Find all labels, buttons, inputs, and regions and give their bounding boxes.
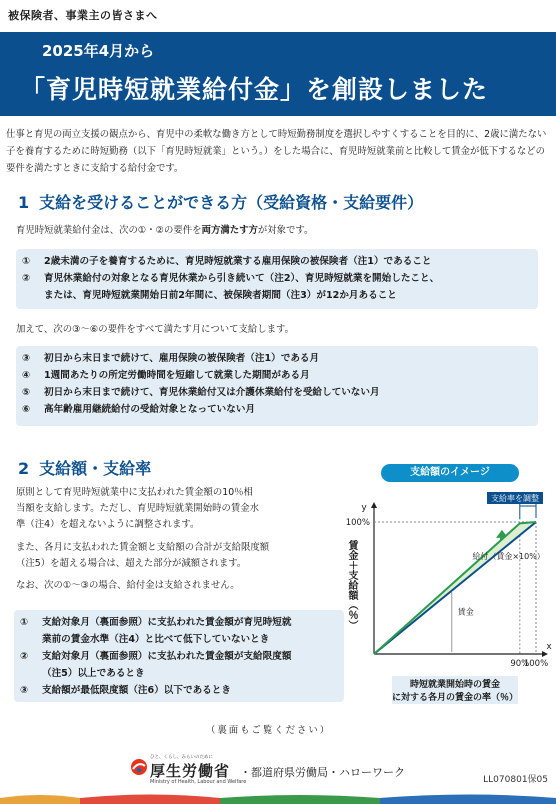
para2-line: （注5）を超える場合は、超えた部分が減額されます。 [16, 558, 247, 569]
x-tick-label: 100% [523, 659, 549, 669]
item-text: 支給対象月（裏面参照）に支払われた賃金額が支給限度額 [42, 651, 292, 662]
item-marker: ② [22, 273, 31, 284]
item-text: 初日から末日まで続けて、育児休業給付又は介護休業給付を受給していない月 [44, 387, 380, 398]
item-text: 支給対象月（裏面参照）に支払われた賃金額が育児時短就 [42, 617, 292, 628]
intro-paragraph: 仕事と育児の両立支援の観点から、育児中の柔軟な働き方として時短勤務制度を選択しやすくすることを目的に、2歳に満たない子を養育するために時短勤務（以下「育児時短就業」という。）をした場合に、育児時短就業前と比較して賃金が低下するなどの要件を満たすときに支給する給付金です。 [6, 129, 547, 174]
chart-y-tick: 100% [345, 518, 370, 528]
list-item [22, 384, 532, 401]
section1-title: 支給を受けることができる方（受給資格・支給要件） [39, 193, 424, 212]
list-item [22, 287, 532, 304]
para1-line: 原則として育児時短就業中に支払われた賃金額の10％相 [16, 487, 253, 498]
agencies-label: ・都道府県労働局・ハローワーク [240, 766, 405, 779]
document-code: LL070801保05 [483, 775, 548, 785]
chart-tag: 支給額のイメージ [381, 464, 519, 482]
x-tick-label: 90% [510, 659, 530, 669]
lead-text-c: が対象です。 [257, 225, 314, 236]
hero-banner [0, 32, 556, 116]
list-item [20, 665, 338, 682]
item-text: 1週間あたりの所定労働時間を短縮して就業した期間がある月 [44, 370, 310, 381]
mhlw-logo-icon [130, 758, 148, 776]
chart-wage-label: 賃金 [457, 607, 474, 617]
lead-text-a: 育児時短就業給付金は、次の①・②の要件を [16, 225, 202, 236]
list-item [20, 631, 338, 648]
item-text: （注5）以上であるとき [42, 668, 145, 679]
list-item [22, 270, 532, 287]
item-marker: ② [20, 651, 29, 662]
item-marker: ① [20, 617, 29, 628]
item-marker: ⑤ [22, 387, 31, 398]
ministry-tagline: ひと、くらし、みらいのために [150, 755, 213, 760]
lead-text-emphasis: 両方満たす方 [201, 225, 258, 236]
item-text: 高年齢雇用継続給付の受給対象となっていない月 [44, 404, 256, 415]
chart-x-caption-1: 時短就業開始時の賃金 [409, 680, 501, 690]
section2-number: 2 [18, 459, 30, 478]
item-marker: ① [22, 256, 31, 267]
list-item [20, 648, 338, 665]
section2-para3: なお、次の①～③の場合、給付金は支給されません。 [16, 580, 240, 591]
section2-title: 支給額・支給率 [39, 459, 152, 478]
exclusions-box [14, 610, 344, 702]
ministry-name-en: Ministry of Health, Labour and Welfare [150, 779, 247, 785]
requirements-box-2 [16, 346, 538, 426]
reverse-side-note: （裏面もご覧ください） [206, 725, 332, 736]
item-marker: ⑥ [22, 404, 31, 415]
chart-benefit-label: 給付（賃金×10%） [472, 551, 545, 561]
para1-line: 当額を支給します。ただし、育児時短就業開始時の賃金水 [16, 503, 260, 514]
item-text: 初日から末日まで続けて、雇用保険の被保険者（注1）である月 [44, 353, 320, 364]
list-item [22, 367, 532, 384]
section2-para2 [16, 540, 336, 572]
audience-label: 被保険者、事業主の皆さまへ [8, 9, 158, 22]
para1-line: 準（注4）を超えないように調整されます。 [16, 519, 200, 530]
item-marker: ③ [22, 353, 31, 364]
ministry-name: 厚生労働省 [150, 762, 231, 780]
section1-lead2: 加えて、次の③～⑥の要件をすべて満たす月について支給します。 [16, 324, 294, 335]
y-axis-label: 賃金＋支給額（％） [346, 540, 357, 630]
item-text: または、育児時短就業開始日前2年間に、被保険者期間（注3）が12か月あること [44, 290, 397, 301]
requirements-box-1 [16, 249, 538, 309]
list-item [20, 614, 338, 631]
chart-adjust-label: 支給率を調整 [491, 494, 539, 503]
chart-y-letter: y [361, 503, 367, 513]
item-marker: ③ [20, 685, 29, 696]
list-item [20, 682, 338, 699]
section2-para1 [16, 485, 336, 533]
list-item [22, 253, 532, 270]
list-item [22, 350, 532, 367]
item-text: 2歳未満の子を養育するために、育児時短就業する雇用保険の被保険者（注1）であること [44, 256, 432, 267]
item-text: 業前の賃金水準（注4）と比べて低下していないとき [42, 634, 270, 645]
item-text: 支給額が最低限度額（注6）以下であるとき [42, 685, 231, 696]
wage-series-line [374, 522, 536, 654]
list-item [22, 401, 532, 418]
y-axis-arrow [371, 502, 377, 508]
section1-number: 1 [18, 193, 30, 212]
footer-stripe [0, 792, 556, 804]
item-text: 育児休業給付の対象となる育児休業から引き続いて（注2）、育児時短就業を開始したこと、 [44, 273, 440, 284]
item-marker: ④ [22, 370, 31, 381]
page-title: 「育児時短就業給付金」を創設しました [20, 75, 489, 104]
section2-heading [18, 456, 151, 479]
chart-x-letter: x [546, 642, 552, 652]
section1-heading [18, 190, 423, 213]
chart-x-caption-2: に対する各月の賃金の率（％） [391, 693, 519, 703]
hero-subtitle: 2025年4月から [42, 42, 155, 60]
section1-lead [16, 223, 313, 239]
para2-line: また、各月に支払われた賃金額と支給額の合計が支給限度額 [16, 542, 270, 553]
